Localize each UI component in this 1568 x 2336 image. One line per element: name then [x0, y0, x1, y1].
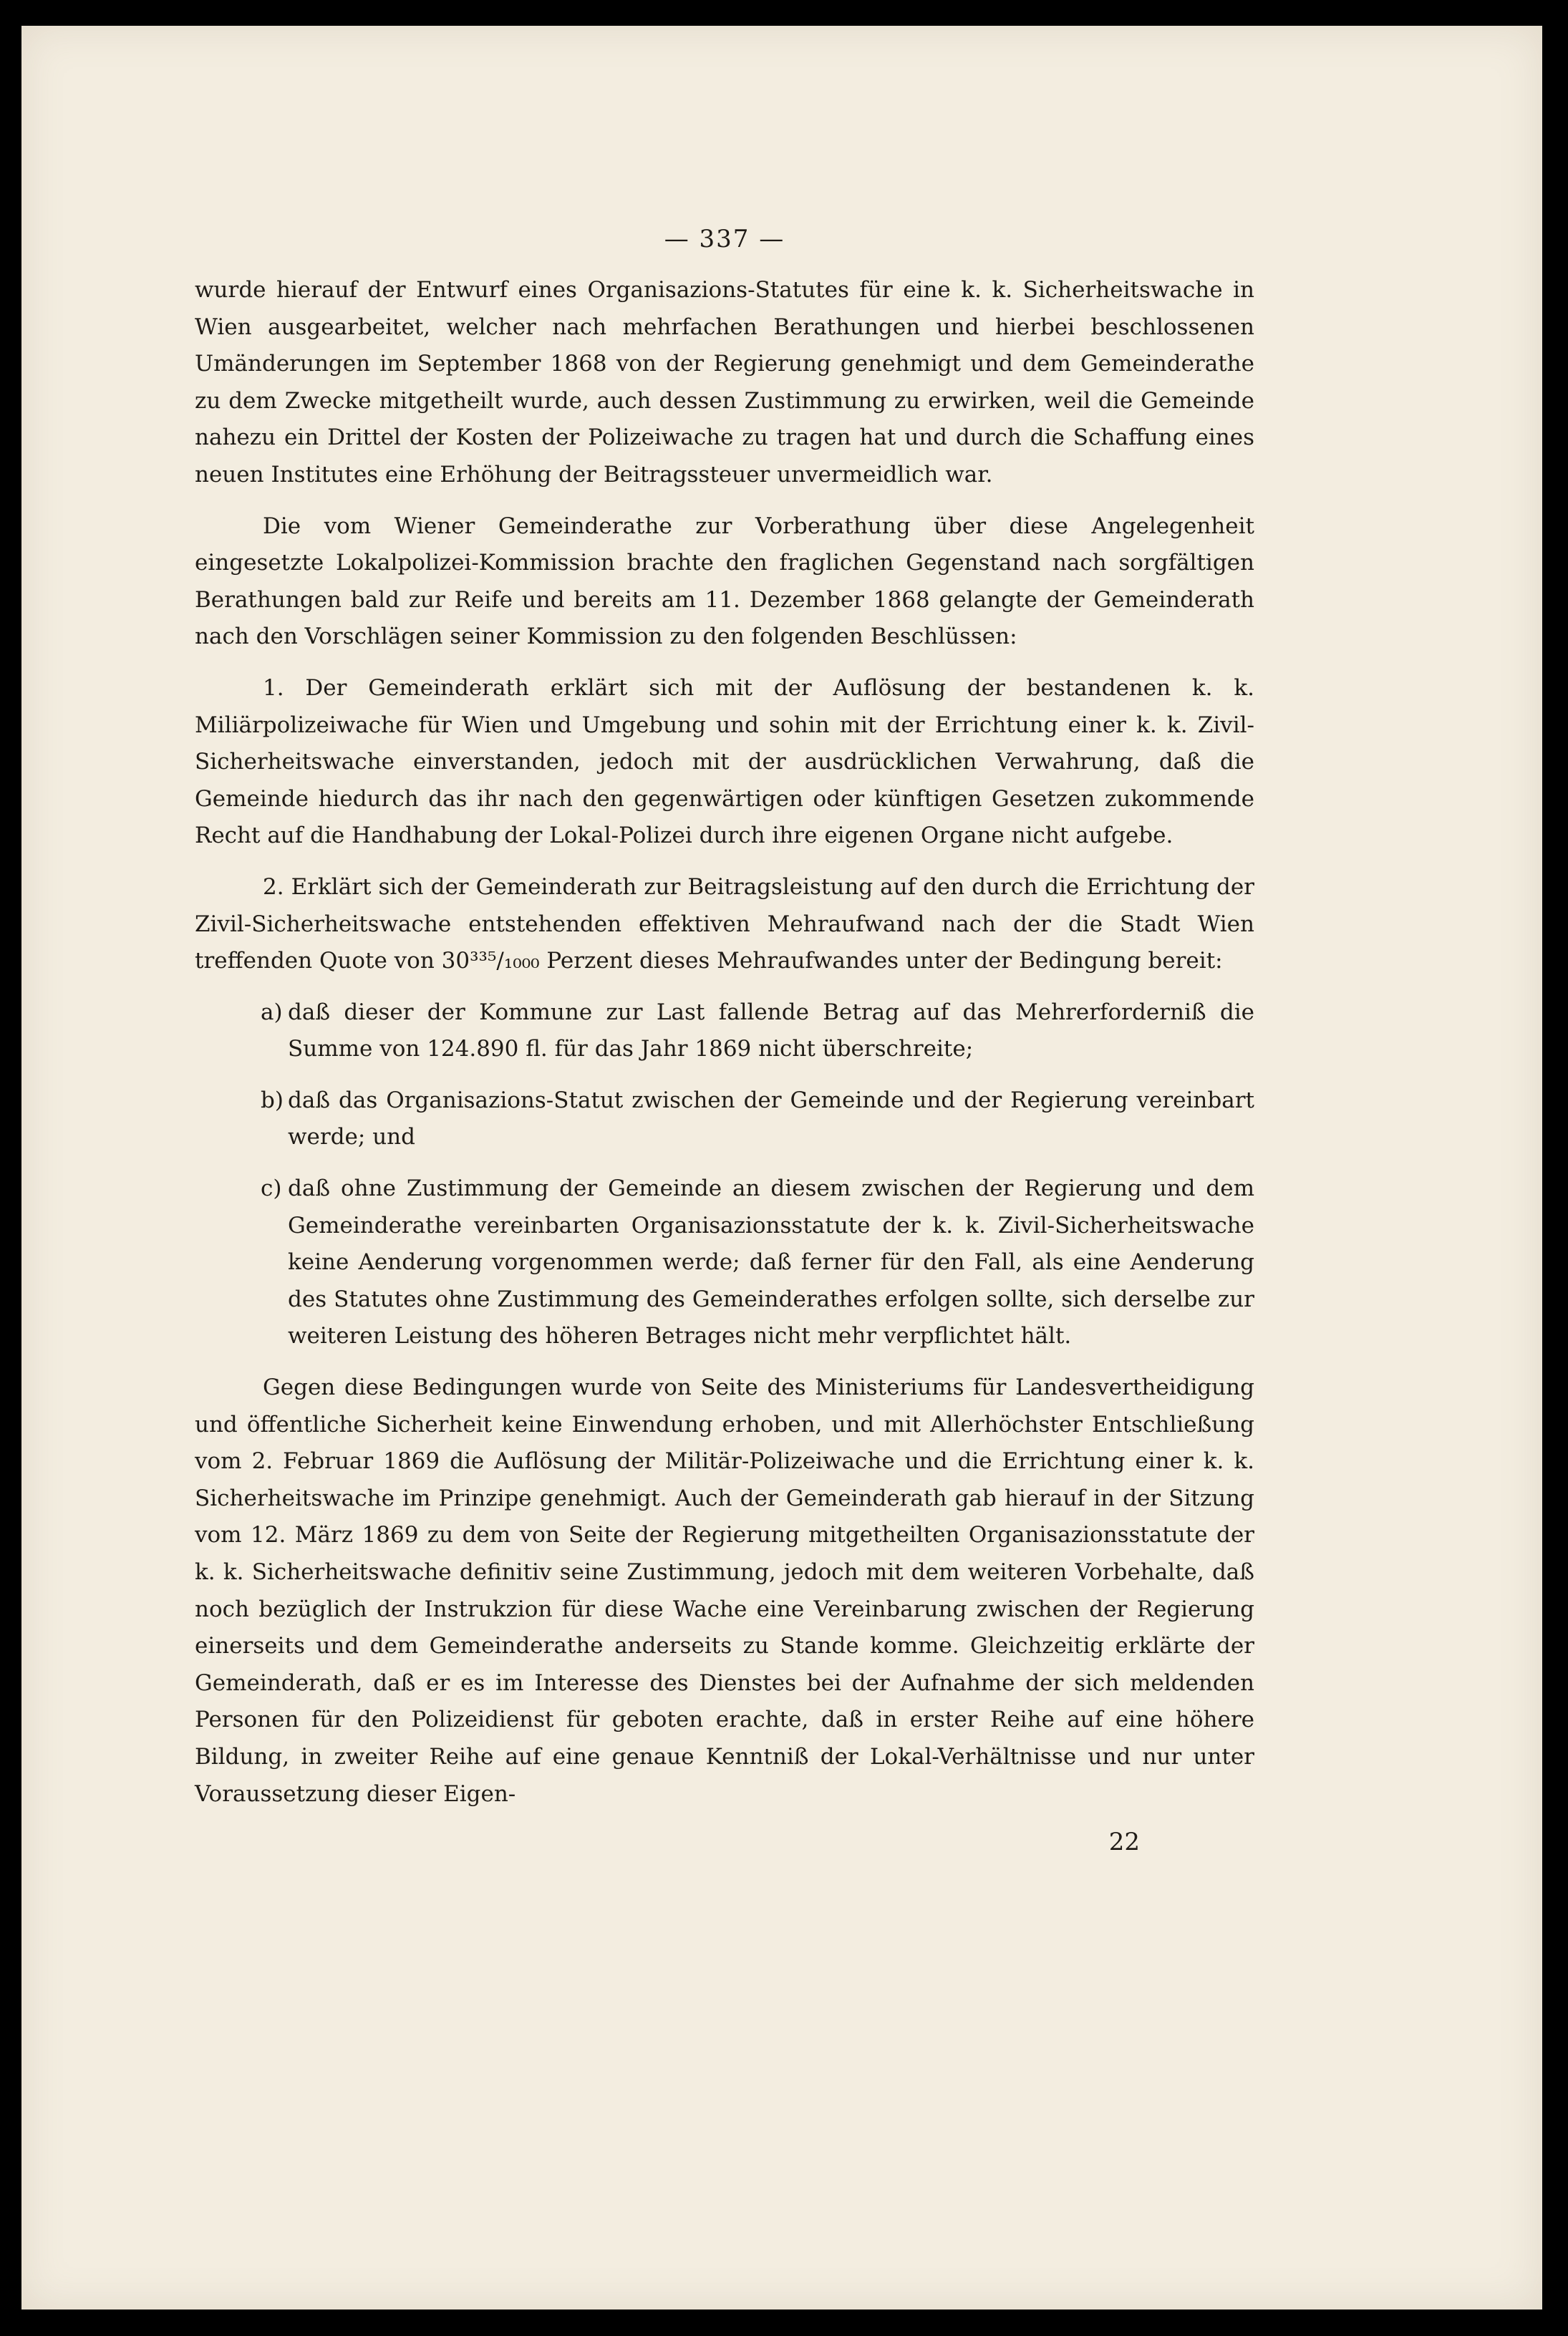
resolution-item-1: 1. Der Gemeinderath erklärt sich mit der Auflösung der bestandenen k. k. Miliärpolizeiwache für Wien und Umgebung und sohin mit der Errichtung einer k. k. Zivil-Sicherheitswache einverstanden, jedoch mit der ausdrücklichen Verwahrung, daß die Gemeinde hiedurch das ihr nach den gegenwärtigen oder künftigen Gesetzen zukommende Recht auf die Handhabung der Lokal-Polizei durch ihre eigenen Organe nicht aufgebe. [195, 674, 1254, 849]
paragraph-3: Gegen diese Bedingungen wurde von Seite des Ministeriums für Landesvertheidigung und öffentliche Sicherheit keine Einwendung erhoben, und mit Allerhöchster Entschließung vom 2. Februar 1869 die Auflösung der Militär-Polizeiwache und die Errichtung einer k. k. Sicherheitswache im Prinzipe genehmigt. Auch der Gemeinderath gab hierauf in der Sitzung vom 12. März 1869 zu dem von Seite der Regierung mitgetheilten Organisazionsstatute der k. k. Sicherheitswache definitiv seine Zustimmung, jedoch mit dem weiteren Vorbehalte, daß noch bezüglich der Instrukzion für diese Wache eine Vereinbarung zwischen der Regierung einerseits und dem Gemeinderathe anderseits zu Stande komme. Gleichzeitig erklärte der Gemeinderath, daß er es im Interesse des Dienstes bei der Aufnahme der sich meldenden Personen für den Polizeidienst für geboten erachte, daß in erster Reihe auf eine höhere Bildung, in zweiter Reihe auf eine genaue Kenntniß der Lokal-Verhältnisse und nur unter Voraussetzung dieser Eigen- [195, 1375, 1254, 1807]
paragraph-2: Die vom Wiener Gemeinderathe zur Vorberathung über diese Angelegenheit eingesetzte Lokalpolizei-Kommission brachte den fraglichen Gegenstand nach sorgfältigen Berathungen bald zur Reife und bereits am 11. Dezember 1868 gelangte der Gemeinderath nach den Vorschlägen seiner Kommission zu den folgenden Beschlüssen: [195, 513, 1254, 650]
page-number: — 337 — [664, 225, 785, 253]
text-block [195, 218, 1254, 1861]
condition-c-marker: c) [261, 1176, 282, 1202]
condition-b [195, 1082, 1254, 1156]
condition-c-text: daß ohne Zustimmung der Gemeinde an diesem zwischen der Regierung und dem Gemeinderathe vereinbarten Organisazionsstatute der k. k. Zivil-Sicherheitswache keine Aenderung vorgenommen werde; daß ferner für den Fall, als eine Aenderung des Statutes ohne Zustimmung des Gemeinderathes erfolgen sollte, sich derselbe zur weiteren Leistung des höheren Betrages nicht mehr verpflichtet hält. [288, 1176, 1254, 1349]
condition-a-text: daß dieser der Kommune zur Last fallende Betrag auf das Mehrerforderniß die Summe von 124.890 fl. für das Jahr 1869 nicht überschreite; [288, 999, 1254, 1062]
condition-b-text: daß das Organisazions-Statut zwischen der Gemeinde und der Regierung vereinbart werde; und [288, 1087, 1254, 1150]
condition-c [195, 1171, 1254, 1355]
condition-a [195, 994, 1254, 1068]
paragraph-1: wurde hierauf der Entwurf eines Organisazions-Statutes für eine k. k. Sicherheitswache in Wien ausgearbeitet, welcher nach mehrfachen Berathungen und hierbei beschlossenen Umänderungen im September 1868 von der Regierung genehmigt und dem Gemeinderathe zu dem Zwecke mitgetheilt wurde, auch dessen Zustimmung zu erwirken, weil die Gemeinde nahezu ein Drittel der Kosten der Polizeiwache zu tragen hat und durch die Schaffung eines neuen Institutes eine Erhöhung der Beitragssteuer unvermeidlich war. [195, 277, 1254, 488]
resolution-item-2: 2. Erklärt sich der Gemeinderath zur Beitragsleistung auf den durch die Errichtung der Zivil-Sicherheitswache entstehenden effektiven Mehraufwand nach der die Stadt Wien treffenden Quote von 30³³⁵/₁₀₀₀ Perzent dieses Mehraufwandes unter der Bedingung bereit: [195, 873, 1254, 974]
condition-b-marker: b) [261, 1087, 284, 1113]
condition-a-marker: a) [261, 999, 283, 1025]
signature-mark: 22 [1108, 1828, 1140, 1857]
document-page [21, 26, 1542, 2310]
